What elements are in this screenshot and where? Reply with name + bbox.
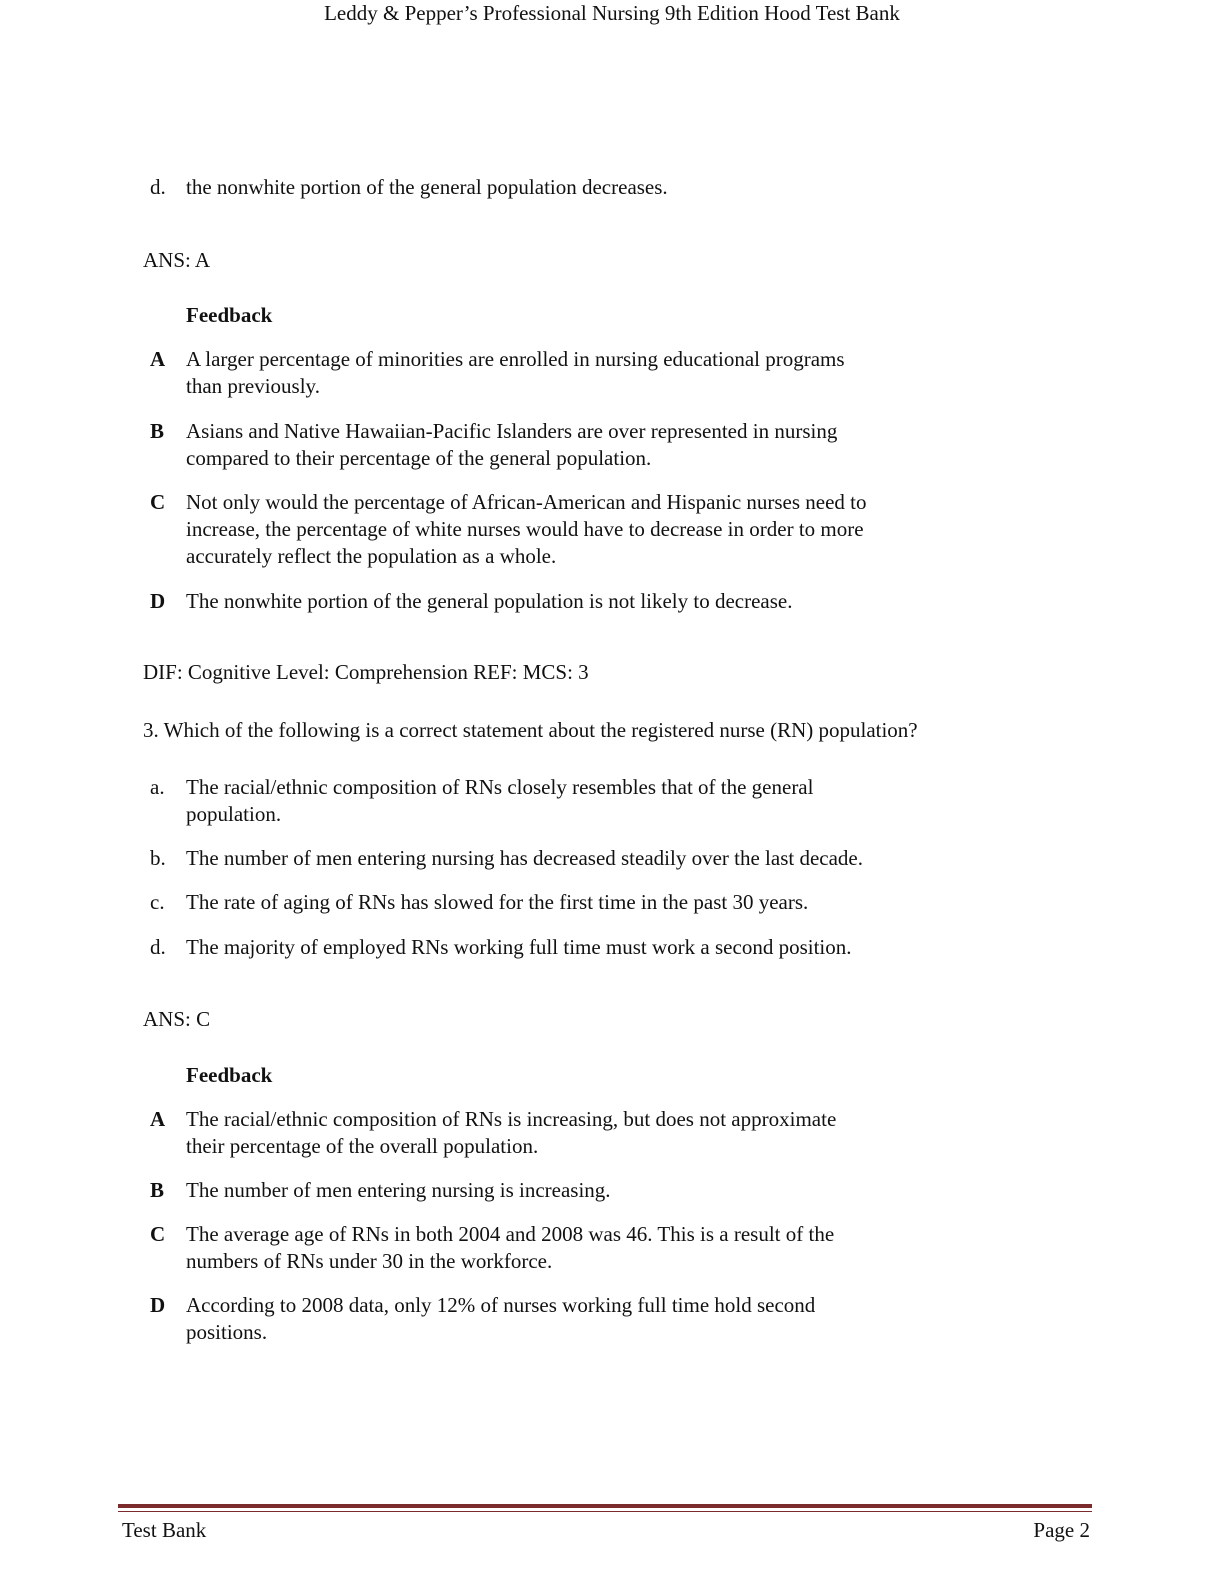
feedback-text-line: According to 2008 data, only 12% of nurses working full time hold second [186, 1293, 816, 1317]
choice-letter: a. [150, 775, 165, 799]
feedback-text-line: A larger percentage of minorities are enrolled in nursing educational programs [186, 347, 845, 371]
feedback-letter: C [150, 1222, 166, 1246]
feedback-letter: D [150, 1293, 166, 1317]
running-header: Leddy & Pepper’s Professional Nursing 9th Edition Hood Test Bank [324, 1, 900, 25]
choice-text: The racial/ethnic composition of RNs closely resembles that of the general [186, 775, 814, 799]
choice-letter: c. [150, 890, 165, 914]
choice-letter: d. [150, 175, 166, 199]
feedback-text-line: accurately reflect the population as a whole. [186, 544, 557, 568]
q2-feedback-heading: Feedback [186, 303, 273, 327]
footer-rule [118, 1504, 1092, 1508]
q3-feedback-heading: Feedback [186, 1063, 273, 1087]
feedback-text-line: increase, the percentage of white nurses would have to decrease in order to more [186, 517, 864, 541]
feedback-text-line: compared to their percentage of the general population. [186, 446, 652, 470]
q3-question: 3. Which of the following is a correct statement about the registered nurse (RN) population? [143, 718, 918, 742]
footer-label: Test Bank [122, 1518, 207, 1542]
choice-text: The number of men entering nursing has decreased steadily over the last decade. [186, 846, 863, 870]
q2-dif-ref: DIF: Cognitive Level: Comprehension REF: MCS: 3 [143, 660, 589, 684]
footer-rule-thin [118, 1511, 1092, 1512]
feedback-text-line: Not only would the percentage of African-American and Hispanic nurses need to [186, 490, 867, 514]
q2-answer: ANS: A [143, 248, 211, 272]
feedback-text-line: than previously. [186, 374, 320, 398]
feedback-text-line: numbers of RNs under 30 in the workforce. [186, 1249, 553, 1273]
feedback-text-line: The average age of RNs in both 2004 and 2008 was 46. This is a result of the [186, 1222, 835, 1246]
feedback-letter: C [150, 490, 166, 514]
choice-letter: d. [150, 935, 166, 959]
feedback-letter: D [150, 589, 166, 613]
feedback-text-line: The racial/ethnic composition of RNs is increasing, but does not approximate [186, 1107, 837, 1131]
feedback-letter: B [150, 419, 165, 443]
choice-text: the nonwhite portion of the general population decreases. [186, 175, 668, 199]
page-number: Page 2 [1033, 1518, 1090, 1542]
choice-letter: b. [150, 846, 166, 870]
feedback-text-line: The number of men entering nursing is increasing. [186, 1178, 611, 1202]
feedback-text-line: Asians and Native Hawaiian-Pacific Islanders are over represented in nursing [186, 419, 838, 443]
choice-text: The majority of employed RNs working full time must work a second position. [186, 935, 852, 959]
feedback-text-line: positions. [186, 1320, 268, 1344]
feedback-letter: B [150, 1178, 165, 1202]
feedback-letter: A [150, 347, 166, 371]
feedback-text-line: The nonwhite portion of the general population is not likely to decrease. [186, 589, 793, 613]
choice-text: population. [186, 802, 282, 826]
q3-answer: ANS: C [143, 1007, 211, 1031]
feedback-text-line: their percentage of the overall population. [186, 1134, 539, 1158]
feedback-letter: A [150, 1107, 166, 1131]
choice-text: The rate of aging of RNs has slowed for the first time in the past 30 years. [186, 890, 809, 914]
